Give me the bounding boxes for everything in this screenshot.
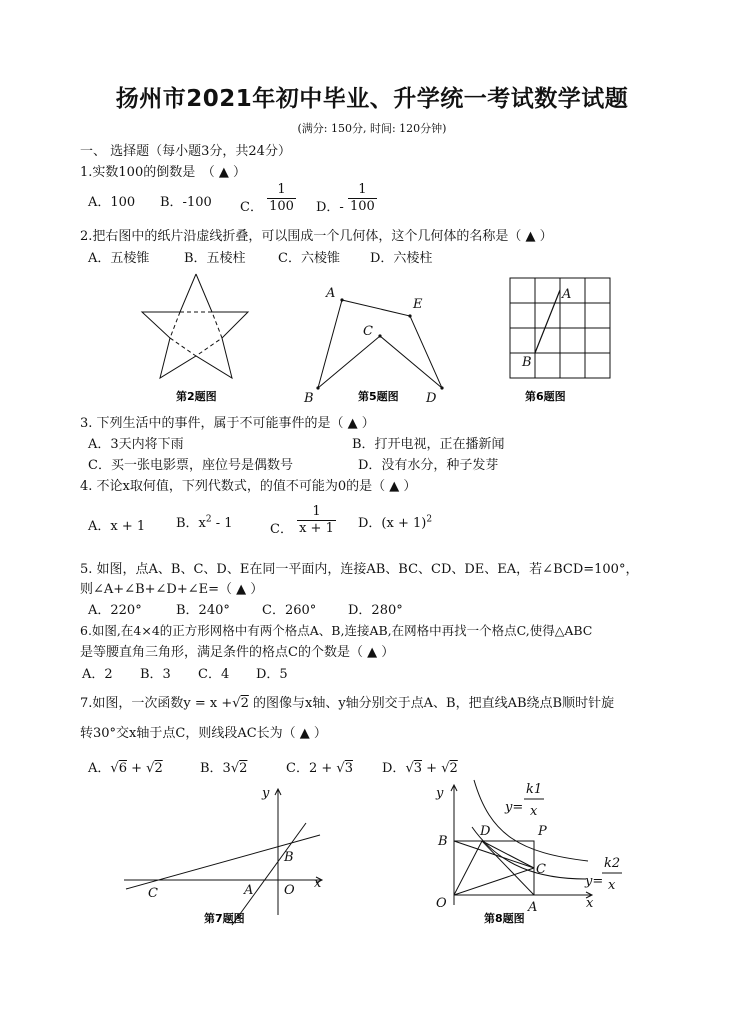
q1-option-d [316,182,377,215]
q3-option-b: B．打开电视，正在播新闻 [352,437,505,452]
q1-option-c-label: C． [240,200,263,215]
q2-stem: 2.把右图中的纸片沿虚线折叠，可以围成一个几何体，这个几何体的名称是（ ▲ ） [80,229,553,244]
fig8-label-a: A [528,900,538,915]
q1-option-d-label: D．- [316,200,344,215]
fig7-label-b: B [284,850,294,865]
q7-stem-line-2: 转30°交x轴于点C，则线段AC长为（ ▲ ） [80,726,327,741]
q1-option-b: B．-100 [160,195,212,210]
q6-option-b: B．3 [140,667,171,682]
q7-c-label: C．2 + [286,761,337,776]
q7-option-a: A．√6 + √2 [88,761,163,776]
fig5-label-a: A [326,286,336,301]
q4-c-denominator: x + 1 [299,521,334,536]
q7-stem-pre: 7.如图，一次函数y = x + [80,696,233,711]
fig7-label-c: C [148,886,158,901]
q2-option-d: D．六棱柱 [370,251,433,266]
q7-a-radicand-2: 2 [154,761,163,776]
q4-option-d-base: D．(x + 1) [358,516,427,531]
fig8-label-b: B [438,834,448,849]
q7-option-d: D．√3 + √2 [382,761,458,776]
q7-d-radicand-2: 2 [449,761,458,776]
q5-option-b: B．240° [176,603,230,618]
q7-c-radicand: 3 [344,761,353,776]
q3-option-c: C．买一张电影票，座位号是偶数号 [88,458,293,473]
q7-stem-line-1: 7.如图，一次函数y = x +√2 的图像与x轴、y轴分别交于点A、B，把直线AB绕点B顺时针旋 [80,696,615,711]
q4-c-numerator: 1 [297,504,336,521]
fig6-caption: 第6题图 [525,390,566,403]
q4-option-d [358,512,432,531]
q1-option-c [240,182,296,215]
fig8-eq1-numerator: k1 [526,782,543,797]
fig5-shape [318,300,442,388]
q7-stem-radicand: 2 [240,696,249,711]
q6-option-a: A．2 [82,667,113,682]
q3-stem: 3. 下列生活中的事件，属于不可能事件的是（ ▲ ） [80,416,375,431]
q1-stem: 1.实数100的倒数是 （ ▲ ） [80,165,246,180]
q6-stem-line-1: 6.如图,在4×4的正方形网格中有两个格点A、B,连接AB,在网格中再找一个格点C,使得△ABC [80,623,593,638]
fig5-label-d: D [426,391,437,406]
fig5-point-a [340,298,343,301]
q7-b-radicand: 2 [239,761,248,776]
q4-option-b-base: B．x [176,516,206,531]
q7-stem-post: 的图像与x轴、y轴分别交于点A、B，把直线AB绕点B顺时针旋 [252,696,615,711]
q3-option-d: D．没有水分，种子发芽 [358,458,499,473]
q7-option-b: B．3√2 [200,761,248,776]
figures-row-2 [0,775,744,935]
q4-option-c-label: C． [270,522,293,537]
q7-a-label: A． [88,761,111,776]
q7-b-label: B．3 [200,761,231,776]
fig7-label-o: O [284,883,295,898]
q6-option-c: C．4 [198,667,230,682]
fig5-caption: 第5题图 [358,390,399,403]
fig5-points [316,298,443,389]
fig5-point-d [440,386,443,389]
section-heading: 一、 选择题（每小题3分，共24分） [80,144,291,159]
q7-a-plus: + [126,761,147,776]
fig8-eq1-prefix: y= [505,800,524,815]
fig8-label-c: C [536,862,546,877]
fig5-label-b: B [304,391,314,406]
q7-option-c: C．2 + √3 [286,761,353,776]
fig6-label-b: B [522,355,532,370]
q4-option-b [176,512,233,531]
fig7-label-a: A [244,883,254,898]
q7-d-plus: + [422,761,442,776]
figures-row-1 [0,270,744,410]
q1-c-denominator: 100 [269,199,294,214]
fig5-point-c [378,334,381,337]
q1-option-a: A．100 [88,195,136,210]
fig8-label-x: x [586,896,594,911]
q4-option-b-exponent: 2 [205,514,212,525]
q2-option-a: A．五棱锥 [88,251,150,266]
fig8-eq2-denominator: x [608,878,616,893]
q6-option-d: D．5 [256,667,288,682]
q5-option-a: A．220° [88,603,142,618]
q4-option-d-exponent: 2 [426,514,433,525]
q4-option-b-tail: - 1 [215,516,233,531]
fig8-label-o: O [436,896,447,911]
q4-option-a: A．x + 1 [88,519,146,534]
q5-stem-line-1: 5. 如图，点A、B、C、D、E在同一平面内，连接AB、BC、CD、DE、EA，若∠BCD=100°， [80,562,639,577]
fig7-label-y: y [262,786,270,801]
q1-d-denominator: 100 [349,199,375,214]
q5-option-c: C．260° [262,603,317,618]
q1-option-d-fraction [348,182,377,215]
fig8-label-d: D [480,824,491,839]
fig5-point-e [408,314,411,317]
q5-option-d: D．280° [348,603,403,618]
fig7-label-x: x [314,876,322,891]
star-net-figure [142,274,248,378]
fig8-eq1-denominator: x [530,804,538,819]
fig5-label-c: C [363,324,373,339]
fig8-caption: 第8题图 [484,912,525,925]
q2-option-c: C．六棱锥 [278,251,340,266]
q7-d-label: D． [382,761,406,776]
q5-stem-line-2: 则∠A+∠B+∠D+∠E=（ ▲ ） [80,582,264,597]
q7-d-radicand-1: 3 [413,761,423,776]
q1-d-numerator: 1 [348,182,377,199]
fig6-label-a: A [562,287,572,302]
q6-stem-line-2: 是等腰直角三角形，满足条件的格点C的个数是（ ▲ ） [80,645,395,660]
fig2-caption: 第2题图 [176,390,217,403]
page-subtitle: (满分: 150分, 时间: 120分钟) [297,122,447,135]
q7-a-radicand-1: 6 [118,761,127,776]
q2-option-b: B．五棱柱 [184,251,246,266]
fig5-label-e: E [413,297,423,312]
fig5-point-b [316,386,319,389]
q4-stem: 4. 不论x取何值，下列代数式，的值不可能为0的是（ ▲ ） [80,479,417,494]
q1-option-c-fraction [267,182,296,215]
fig8-label-y: y [436,786,444,801]
q3-option-a: A．3天内将下雨 [88,437,184,452]
fig8-eq2-numerator: k2 [604,856,621,871]
q4-option-c-fraction [297,504,336,537]
fig8-shapes [454,780,588,895]
q4-option-c [270,504,336,537]
fig8-label-p: P [538,824,547,839]
fig7-caption: 第7题图 [204,912,245,925]
page-title: 扬州市2021年初中毕业、升学统一考试数学试题 [115,86,629,112]
q1-c-numerator: 1 [267,182,296,199]
fig8-eq2-prefix: y= [585,874,604,889]
